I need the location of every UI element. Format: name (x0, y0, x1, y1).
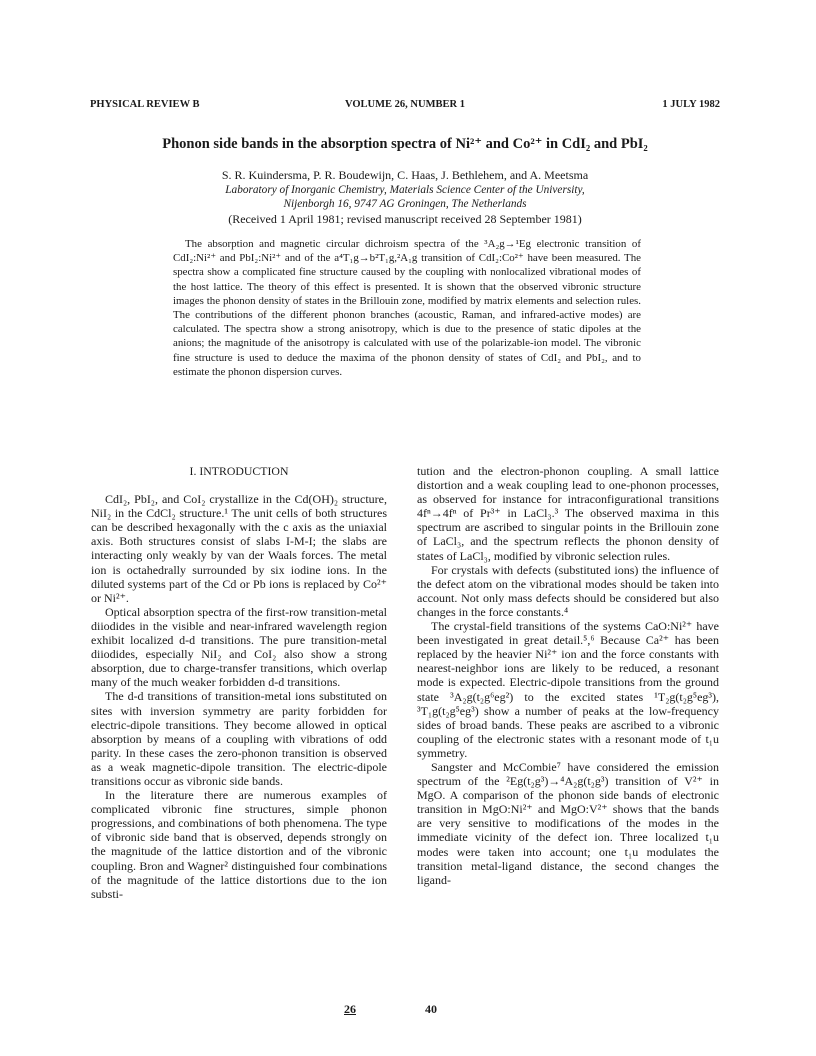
issue-date: 1 JULY 1982 (662, 99, 720, 110)
paragraph: Optical absorption spectra of the first-row transition-metal diiodides in the visible and near-infrared wavelength region exhibit localized d-d transitions. The pure transition-metal diiodides, especially NiI₂ and CoI₂ also show a strong absorption, due to charge-transfer transitions, which overlap many of the much weaker forbidden d-d transitions. (91, 604, 387, 690)
affiliation-line-1: Laboratory of Inorganic Chemistry, Materials Science Center of the University, (225, 183, 585, 196)
paragraph: CdI₂, PbI₂, and CoI₂ crystallize in the Cd(OH)₂ structure, NiI₂ in the CdCl₂ structure.¹ The unit cells of both structures can be described hexagonally with the c axis as the uniaxial axis. Both structures consist of slabs I-M-I; the slabs are interacting only weakly by van der Waals forces. The metal ion is octahedrally surrounded by six iodine ions. In the diluted systems part of the Cd or Pb ions is replaced by Co²⁺ or Ni²⁺. (91, 492, 387, 605)
author-list: S. R. Kuindersma, P. R. Boudewijn, C. Haas, J. Bethlehem, and A. Meetsma (221, 168, 589, 182)
paragraph: For crystals with defects (substituted ions) the influence of the defect atom on the vibrational modes should be taken into account. Not only mass defects should be considered but also changes in the force constants.⁴ (417, 562, 719, 619)
received-dates: (Received 1 April 1981; revised manuscript received 28 September 1981) (228, 211, 582, 226)
right-column (417, 464, 719, 887)
abstract: The absorption and magnetic circular dichroism spectra of the ³A₂g→¹Eg electronic transition of CdI₂:Ni²⁺ and PbI₂:Ni²⁺ and of the a⁴T₁g→b²T₁g,²A₁g transition of CdI₂:Co²⁺ have been measured. The spectra show a complicated fine structure caused by the coupling with nonlocalized vibrational modes of the host lattice. The theory of this effect is presented. It is shown that the observed vibronic structure images the phonon density of states in the Brillouin zone, modified by matrix elements and selection rules. The contributions of the different phonon branches (acoustic, Raman, and infrared-active modes) are calculated. The spectra show a strong anisotropy, which is due to the presence of static dipoles at the anions; the magnitude of the anisotropy is calculated with use of the polarizable-ion model. The vibronic fine structure is used to deduce the maxima of the phonon density of states of CdI₂ and PbI₂, and to estimate the phonon dispersion curves. (173, 238, 641, 378)
page-footer (0, 1002, 816, 1016)
affiliation-line-2: Nijenborgh 16, 9747 AG Groningen, The Netherlands (283, 198, 527, 210)
volume-number: VOLUME 26, NUMBER 1 (345, 99, 465, 110)
paragraph: In the literature there are numerous examples of complicated vibronic fine structures, simple phonon progressions, and combinations of both phenomena. The type of vibronic side band that is observed, depends strongly on the magnitude of the lattice distortion and of the vibronic coupling. Bron and Wagner² distinguished four combinations of the magnitude of the lattice distortions due to the ion substi- (91, 788, 387, 901)
author-block (90, 168, 720, 226)
paragraph: tution and the electron-phonon coupling. A small lattice distortion and a weak coupling lead to one-phonon processes, as observed for instance for intraconfigurational transitions 4fⁿ→4fⁿ of Pr³⁺ in LaCl₃.³ The observed maxima in this spectrum are ascribed to singular points in the Brillouin zone of LaCl₃, and the spectrum reflects the phonon density of states of LaCl₃, modified by vibronic selection rules. (417, 464, 719, 563)
footer-volume: 26 (344, 1002, 356, 1016)
paragraph: Sangster and McCombie⁷ have considered the emission spectrum of the ²Eg(t₂g³)→⁴A₂g(t₂g³) transition of V²⁺ in MgO. A comparison of the phonon side bands of electronic transition in MgO:Ni²⁺ and MgO:V²⁺ shows that the bands are very sensitive to modifications of the modes in the immediate vicinity of the defect ion. Three localized t₁u modes were taken into account; one t₁u modulates the transition metal-ligand distance, the second changes the ligand- (417, 759, 719, 887)
running-header (90, 99, 720, 113)
paragraph: The crystal-field transitions of the systems CaO:Ni²⁺ have been investigated in great detail.⁵,⁶ Because Ca²⁺ has been replaced by the heavier Ni²⁺ ion and the force constants with nearest-neighbor ions are likely to be reduced, a resonant mode is expected. Electric-dipole transitions from the ground state ³A₂g(t₂g⁶eg²) to the excited states ¹T₂g(t₂g⁵eg³), ³T₁g(t₂g⁵eg³) show a number of peaks at the low-frequency sides of broad bands. These peaks are ascribed to a vibronic coupling of the electronic states with a resonant mode of t₁u symmetry. (417, 619, 719, 760)
paragraph: The d-d transitions of transition-metal ions substituted on sites with inversion symmetry are parity forbidden for electric-dipole transitions. They become allowed in optical absorption by means of a coupling with vibrations of odd parity. In these cases the zero-phonon transition is observed as a weak magnetic-dipole transition. The electric-dipole transitions occur as vibronic side bands. (91, 689, 387, 788)
left-column (91, 464, 387, 901)
paper-title: Phonon side bands in the absorption spectra of Ni²⁺ and Co²⁺ in CdI₂ and PbI₂ (162, 136, 648, 152)
journal-name: PHYSICAL REVIEW B (90, 99, 200, 110)
section-heading: I. INTRODUCTION (189, 464, 289, 478)
page-number: 40 (425, 1002, 437, 1016)
